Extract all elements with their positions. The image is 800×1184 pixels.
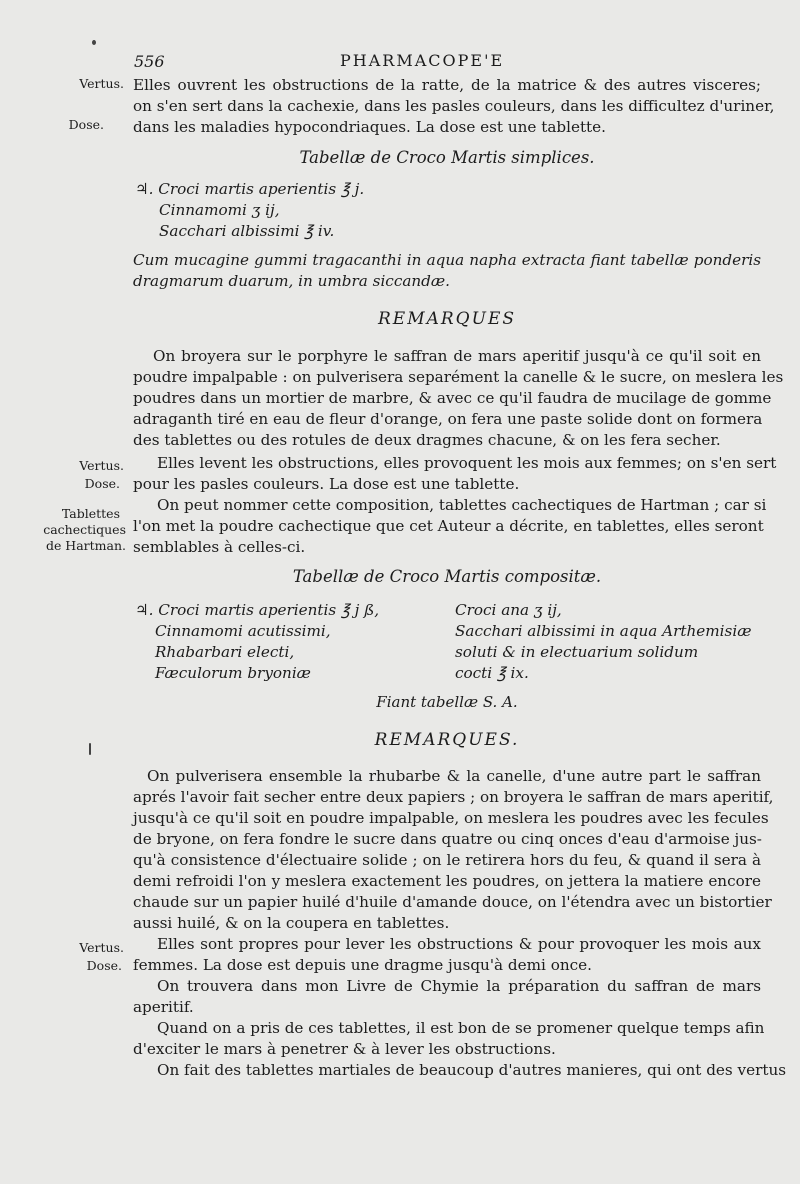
text-line: Elles levent les obstructions, elles provoquent les mois aux femmes; on s'en sert bbox=[157, 454, 777, 472]
recipe-line: Sacchari albissimi in aqua Arthemisiæ bbox=[455, 622, 752, 640]
text-line: on s'en sert dans la cachexie, dans les pasles couleurs, dans les difficultez d'uriner, bbox=[133, 97, 775, 115]
recipe-title: Tabellæ de Croco Martis compositæ. bbox=[292, 567, 602, 586]
text-line: l'on met la poudre cachectique que cet Auteur a décrite, en tablettes, elles seront bbox=[133, 517, 764, 535]
text-line: chaude sur un papier huilé d'huile d'amande douce, on l'étendra avec un bistortier bbox=[133, 893, 772, 911]
recipe-directions: Fiant tabellæ S. A. bbox=[376, 693, 518, 711]
text-line: semblables à celles-ci. bbox=[133, 538, 306, 556]
recipe-line: Cinnamomi acutissimi, bbox=[155, 622, 331, 640]
text-line: pour les pasles couleurs. La dose est une tablette. bbox=[133, 475, 520, 493]
margin-note-cachectiques: cachectiques bbox=[43, 522, 126, 537]
margin-note-vertus: Vertus. bbox=[79, 76, 124, 91]
text-line: poudres dans un mortier de marbre, & avec ce qu'il faudra de mucilage de gomme bbox=[133, 389, 772, 407]
text-line: On trouvera dans mon Livre de Chymie la préparation du saffran de mars bbox=[157, 977, 761, 995]
ink-speck bbox=[89, 743, 91, 755]
ink-speck bbox=[92, 40, 96, 45]
text-line: On peut nommer cette composition, tablettes cachectiques de Hartman ; car si bbox=[157, 496, 767, 514]
recipe-line: cocti ℥ ix. bbox=[455, 664, 529, 682]
text-line: adraganth tiré en eau de fleur d'orange, on fera une paste solide dont on formera bbox=[133, 410, 763, 428]
recipe-line: Rhabarbari electi, bbox=[155, 643, 295, 661]
text-line: aperitif. bbox=[133, 998, 194, 1016]
running-title: PHARMACOPE'E bbox=[340, 51, 505, 70]
section-heading: REMARQUES bbox=[377, 309, 516, 329]
margin-note-hartman: de Hartman. bbox=[45, 538, 126, 553]
text-line: aprés l'avoir fait secher entre deux papiers ; on broyera le saffran de mars aperitif, bbox=[133, 788, 774, 806]
margin-note-dose: Dose. bbox=[86, 958, 122, 973]
text-line: aussi huilé, & on la coupera en tablettes. bbox=[133, 914, 450, 932]
text-line: demi refroidi l'on y meslera exactement les poudres, on jettera la matiere encore bbox=[133, 872, 761, 890]
margin-note-vertus: Vertus. bbox=[79, 458, 124, 473]
margin-note-dose: Dose. bbox=[84, 476, 120, 491]
page-number: 556 bbox=[134, 52, 165, 71]
text-line: dans les maladies hypocondriaques. La dose est une tablette. bbox=[133, 118, 606, 136]
recipe-line: ♃. Croci martis aperientis ℥ j. bbox=[135, 180, 365, 198]
section-heading: REMARQUES. bbox=[374, 730, 520, 750]
text-line: On pulverisera ensemble la rhubarbe & la canelle, d'une autre part le saffran bbox=[147, 767, 761, 785]
text-line: jusqu'à ce qu'il soit en poudre impalpable, on meslera les poudres avec les fecules bbox=[133, 809, 769, 827]
text-line: de bryone, on fera fondre le sucre dans quatre ou cinq onces d'eau d'armoise jus- bbox=[133, 830, 762, 848]
recipe-line: Fæculorum bryoniæ bbox=[155, 664, 311, 682]
text-line: On fait des tablettes martiales de beaucoup d'autres manieres, qui ont des vertus bbox=[157, 1061, 787, 1079]
text-line: d'exciter le mars à penetrer & à lever les obstructions. bbox=[133, 1040, 556, 1058]
text-line: Quand on a pris de ces tablettes, il est bon de se promener quelque temps afin bbox=[157, 1019, 765, 1037]
recipe-directions: dragmarum duarum, in umbra siccandæ. bbox=[133, 272, 450, 290]
text-line: qu'à consistence d'électuaire solide ; on le retirera hors du feu, & quand il sera à bbox=[133, 851, 761, 869]
margin-note-tablettes: Tablettes bbox=[61, 506, 120, 521]
text-line: Elles ouvrent les obstructions de la ratte, de la matrice & des autres visceres; bbox=[133, 76, 761, 94]
recipe-line: soluti & in electuarium solidum bbox=[455, 643, 699, 661]
recipe-line: Croci ana ʒ ij, bbox=[455, 601, 562, 619]
recipe-directions: Cum mucagine gummi tragacanthi in aqua napha extracta fiant tabellæ ponderis bbox=[133, 251, 761, 269]
text-line: femmes. La dose est depuis une dragme jusqu'à demi once. bbox=[133, 956, 592, 974]
text-line: On broyera sur le porphyre le saffran de mars aperitif jusqu'à ce qu'il soit en bbox=[153, 347, 761, 365]
margin-note-dose: Dose. bbox=[68, 117, 104, 132]
margin-note-vertus: Vertus. bbox=[79, 940, 124, 955]
recipe-line: ♃. Croci martis aperientis ℥ j ß, bbox=[135, 601, 380, 619]
recipe-line: Cinnamomi ʒ ij, bbox=[159, 201, 280, 219]
recipe-title: Tabellæ de Croco Martis simplices. bbox=[299, 148, 595, 167]
text-line: poudre impalpable : on pulverisera separément la canelle & le sucre, on meslera les bbox=[133, 368, 784, 386]
text-line: des tablettes ou des rotules de deux dragmes chacune, & on les fera secher. bbox=[133, 431, 721, 449]
recipe-line: Sacchari albissimi ℥ iv. bbox=[159, 222, 335, 240]
text-line: Elles sont propres pour lever les obstructions & pour provoquer les mois aux bbox=[157, 935, 761, 953]
